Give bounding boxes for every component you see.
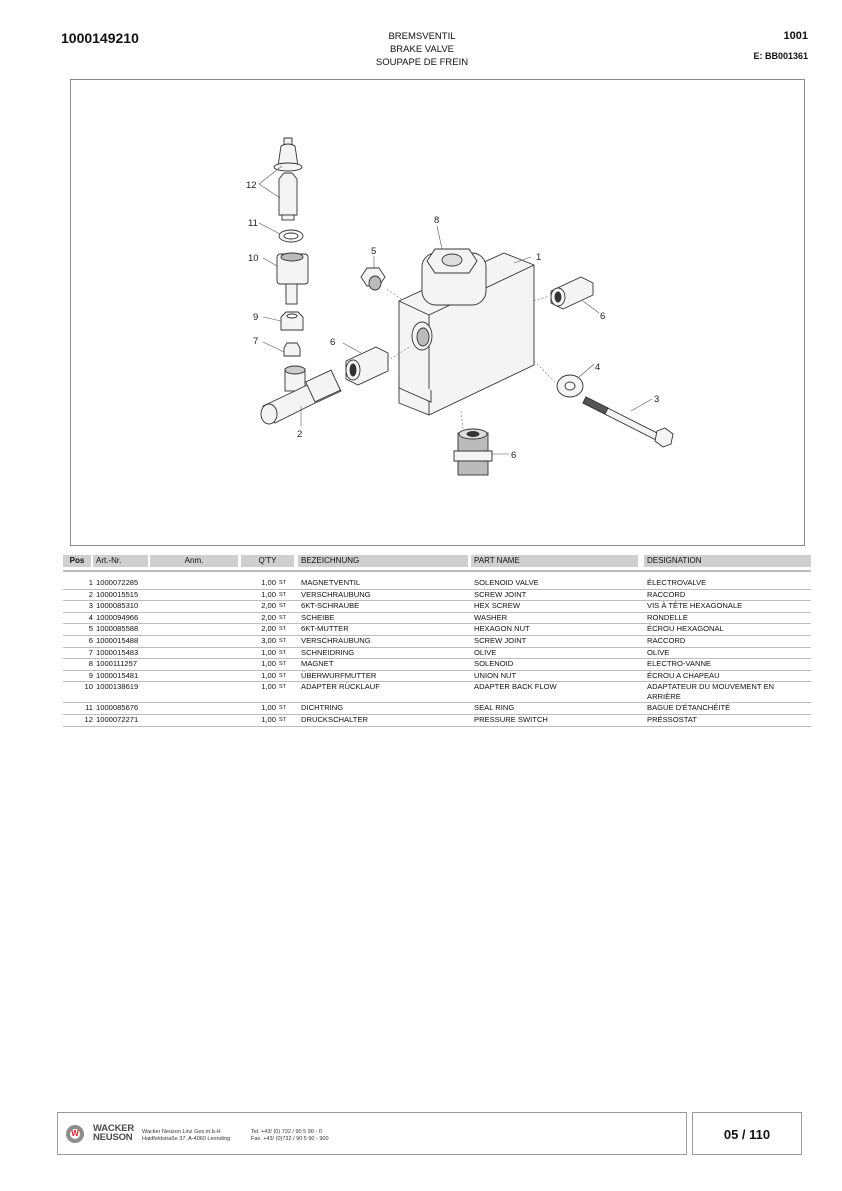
row-designation: PRÉSSOSTAT [647, 714, 697, 724]
callout-12: 12 [246, 180, 257, 191]
header-pos: Pos [63, 555, 91, 567]
header-bezeichnung: BEZEICHNUNG [298, 555, 468, 567]
row-designation: ÉLECTROVALVE [647, 578, 707, 587]
row-bezeichnung: 6KT-SCHRAUBE [301, 601, 360, 611]
header-qty: Q'TY [241, 555, 294, 567]
row-unit: ST [279, 649, 287, 656]
row-part-name: WASHER [474, 612, 508, 622]
row-pos: 11 [85, 703, 93, 713]
table-row [63, 578, 811, 590]
fax: Fax. +43/ (0)732 / 90 5 90 - 900 [251, 1136, 329, 1142]
row-bezeichnung: SCHNEIDRING [301, 647, 355, 657]
header-art-nr: Art.-Nr. [93, 555, 148, 567]
row-art-nr: 1000085310 [96, 601, 139, 611]
row-qty: 2,00 [261, 612, 276, 622]
header-anm: Anm. [150, 555, 238, 567]
brand-line-1: WACKER [93, 1123, 135, 1134]
row-qty: 1,00 [261, 682, 276, 692]
row-designation: RACCORD [647, 589, 686, 599]
callout-11: 11 [248, 218, 258, 229]
table-row [63, 715, 811, 727]
footer-company-box [57, 1112, 687, 1155]
callout-6-right: 6 [600, 311, 606, 322]
table-row [63, 659, 811, 671]
row-qty: 1,00 [261, 647, 276, 657]
row-part-name: SOLENOID VALVE [474, 578, 539, 587]
callout-8: 8 [434, 215, 440, 226]
row-part-name: SEAL RING [474, 703, 515, 713]
row-designation: ADAPTATEUR DU MOUVEMENT EN ARRIÈRE [647, 682, 774, 701]
row-pos: 7 [88, 647, 93, 657]
document-number: 1000149210 [61, 30, 139, 46]
company-name: Wacker Neuson Linz Ges.m.b.H. [142, 1129, 222, 1135]
row-art-nr: 1000015515 [96, 589, 139, 599]
document-titles [300, 30, 544, 69]
row-part-name: SCREW JOINT [474, 589, 527, 599]
row-art-nr: 1000015488 [96, 635, 139, 645]
row-unit: ST [279, 684, 287, 691]
row-pos: 1 [88, 578, 93, 587]
row-art-nr: 1000094966 [96, 612, 139, 622]
row-unit: ST [279, 591, 287, 598]
row-designation: RACCORD [647, 635, 686, 645]
wacker-neuson-logo-icon [66, 1125, 84, 1143]
row-unit: ST [279, 603, 287, 610]
callout-5: 5 [371, 246, 377, 257]
callout-7: 7 [253, 336, 259, 347]
row-qty: 1,00 [261, 589, 276, 599]
edition-code: E: BB001361 [753, 51, 808, 61]
logo-letter: W [71, 1129, 79, 1138]
row-qty: 1,00 [261, 578, 276, 587]
table-row [63, 613, 811, 625]
row-qty: 1,00 [261, 659, 276, 669]
row-part-name: OLIVE [474, 647, 497, 657]
row-bezeichnung: ADAPTER RÜCKLAUF [301, 682, 380, 692]
header-designation: DESIGNATION [644, 555, 811, 567]
brand-name [93, 1124, 134, 1142]
table-row [63, 636, 811, 648]
row-part-name: HEXAGON NUT [474, 624, 530, 634]
row-art-nr: 1000085588 [96, 624, 139, 634]
row-art-nr: 1000072285 [96, 578, 139, 587]
callout-3: 3 [654, 394, 660, 405]
row-bezeichnung: 6KT-MUTTER [301, 624, 349, 634]
callout-2: 2 [297, 429, 303, 440]
row-pos: 9 [88, 670, 93, 680]
callout-4: 4 [595, 362, 601, 373]
row-art-nr: 1000085676 [96, 703, 139, 713]
row-unit: ST [279, 661, 287, 668]
row-pos: 12 [84, 714, 93, 724]
row-designation: OLIVE [647, 647, 670, 657]
title-french: SOUPAPE DE FREIN [375, 57, 469, 68]
row-unit: ST [279, 626, 287, 633]
row-part-name: UNION NUT [474, 670, 517, 680]
row-part-name: SCREW JOINT [474, 635, 527, 645]
callout-10: 10 [248, 253, 259, 264]
row-bezeichnung: SCHEIBE [301, 612, 335, 622]
brand-line-2: NEUSON [93, 1132, 133, 1143]
row-bezeichnung: DICHTRING [301, 703, 344, 713]
row-designation: ÉCROU HEXAGONAL [647, 624, 724, 634]
title-english: BRAKE VALVE [389, 44, 455, 55]
parts-table-header [63, 555, 811, 567]
exploded-view-drawing [70, 79, 805, 546]
table-row [63, 682, 811, 703]
row-qty: 3,00 [261, 635, 276, 645]
row-bezeichnung: VERSCHRAUBUNG [301, 589, 371, 599]
page-code: 1001 [783, 30, 808, 42]
row-unit: ST [279, 614, 287, 621]
row-designation: VIS À TÊTE HEXAGONALE [647, 601, 743, 611]
row-qty: 1,00 [261, 703, 276, 713]
row-part-name: HEX SCREW [474, 601, 520, 611]
table-row [63, 671, 811, 683]
row-pos: 8 [88, 659, 93, 669]
row-art-nr: 1000015483 [96, 647, 139, 657]
company-street: Haidfeldstraße 37, A-4060 Leonding [142, 1136, 231, 1142]
row-bezeichnung: DRUCKSCHALTER [301, 714, 368, 724]
row-qty: 2,00 [261, 624, 276, 634]
brake-valve-illustration [71, 80, 806, 547]
row-pos: 4 [88, 612, 93, 622]
company-address [142, 1129, 230, 1143]
row-unit: ST [279, 672, 287, 679]
row-designation: BAGUE D'ÉTANCHÉITÉ [647, 703, 731, 713]
row-bezeichnung: VERSCHRAUBUNG [301, 635, 371, 645]
row-pos: 6 [88, 635, 93, 645]
row-unit: ST [279, 716, 287, 723]
parts-table-body [63, 578, 811, 727]
row-bezeichnung: MAGNET [301, 659, 334, 669]
row-art-nr: 1000072271 [96, 714, 139, 724]
row-designation: ELECTRO-VANNE [647, 659, 711, 669]
header-divider [63, 570, 811, 572]
table-row [63, 601, 811, 613]
row-qty: 2,00 [261, 601, 276, 611]
callout-1: 1 [536, 252, 542, 263]
company-contact [251, 1129, 329, 1143]
row-pos: 2 [88, 589, 93, 599]
row-pos: 3 [88, 601, 93, 611]
row-bezeichnung: ÜBERWURFMUTTER [301, 670, 377, 680]
row-art-nr: 1000111257 [96, 659, 138, 669]
row-unit: ST [279, 637, 287, 644]
row-unit: ST [279, 705, 287, 712]
row-part-name: PRESSURE SWITCH [474, 714, 548, 724]
page-number: 05 / 110 [692, 1112, 802, 1155]
row-qty: 1,00 [261, 670, 276, 680]
row-qty: 1,00 [261, 714, 276, 724]
row-designation: ÉCROU A CHAPEAU [647, 670, 720, 680]
row-pos: 5 [88, 624, 93, 634]
table-row [63, 624, 811, 636]
row-part-name: ADAPTER BACK FLOW [474, 682, 557, 692]
row-bezeichnung: MAGNETVENTIL [301, 578, 361, 587]
table-row [63, 590, 811, 602]
header-part-name: PART NAME [471, 555, 638, 567]
title-german: BREMSVENTIL [388, 31, 456, 42]
table-row [63, 703, 811, 715]
row-unit: ST [279, 580, 287, 586]
row-part-name: SOLENOID [474, 659, 514, 669]
row-art-nr: 1000015481 [96, 670, 139, 680]
telephone: Tel. +43/ (0) 732 / 90 5 90 - 0 [251, 1129, 322, 1135]
callout-9: 9 [253, 312, 259, 323]
row-art-nr: 1000138619 [96, 682, 139, 692]
table-row [63, 648, 811, 660]
row-designation: RONDELLE [647, 612, 688, 622]
callout-6-bottom: 6 [511, 450, 517, 461]
callout-6-left: 6 [330, 337, 336, 348]
row-pos: 10 [84, 682, 93, 692]
